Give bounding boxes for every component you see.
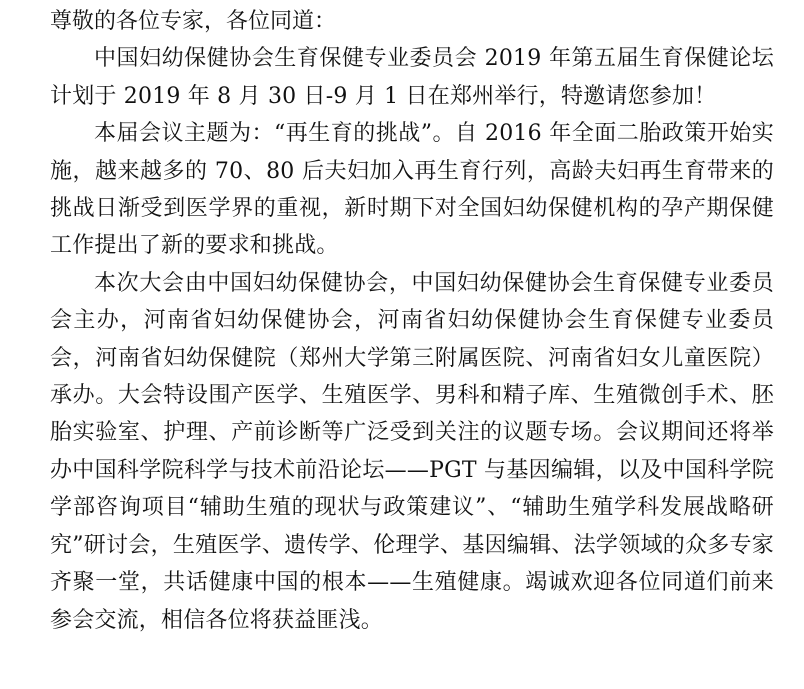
salutation: 尊敬的各位专家，各位同道： <box>50 9 337 34</box>
paragraph-organizers-and-sessions: 本次大会由中国妇幼保健协会，中国妇幼保健协会生育保健专业委员会主办，河南省妇幼保健协会，河南省妇幼保健协会生育保健专业委员会，河南省妇幼保健院（郑州大学第三附属医院、河南省妇女儿童医院）承办。大会特设围产医学、生殖医学、男科和精子库、生殖微创手术、胚胎实验室、护理、产前诊断等广泛受到关注的议题专场。会议期间还将举办中国科学院科学与技术前沿论坛——PGT 与基因编辑，以及中国科学院学部咨询项目“辅助生殖的现状与政策建议”、“辅助生殖学科发展战略研究”研讨会，生殖医学、遗传学、伦理学、基因编辑、法学领域的众多专家齐聚一堂，共话健康中国的根本——生殖健康。竭诚欢迎各位同道们前来参会交流，相信各位将获益匪浅。 <box>50 270 774 633</box>
paragraph-conference-theme: 本届会议主题为：“再生育的挑战”。自 2016 年全面二胎政策开始实施，越来越多的 70、80 后夫妇加入再生育行列，高龄夫妇再生育带来的挑战日渐受到医学界的重视，新时期下对全国妇幼保健机构的孕产期保健工作提出了新的要求和挑战。 <box>50 121 774 259</box>
letter-body <box>50 3 774 639</box>
paragraph-forum-announcement: 中国妇幼保健协会生育保健专业委员会 2019 年第五届生育保健论坛计划于 2019 年 8 月 30 日-9 月 1 日在郑州举行，特邀请您参加！ <box>50 46 774 109</box>
